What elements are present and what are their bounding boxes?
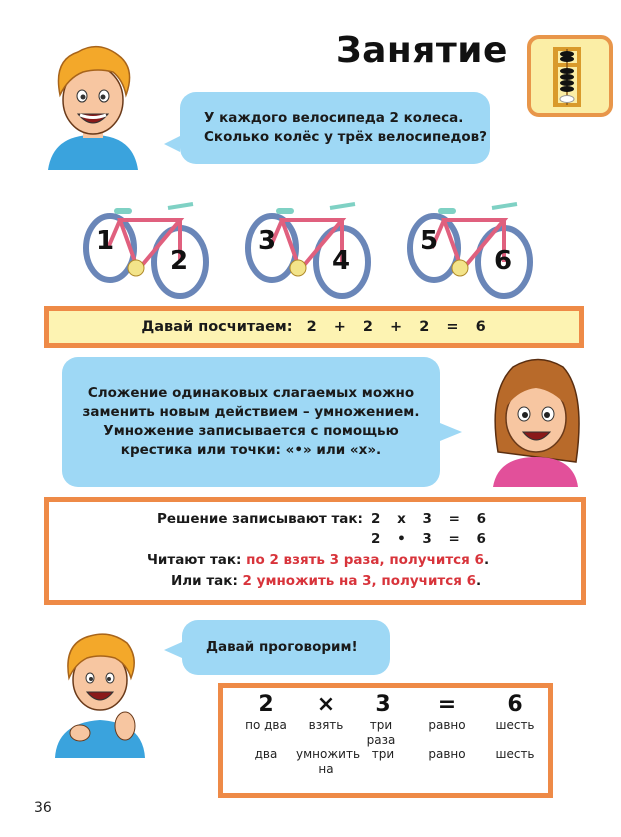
bubble-tail bbox=[440, 423, 462, 441]
speak-text: Давай проговорим! bbox=[206, 639, 358, 655]
wheel-number: 5 bbox=[420, 226, 439, 256]
reading-2 bbox=[171, 573, 481, 589]
column-read-1: три раза bbox=[366, 718, 396, 747]
bubble-tail bbox=[164, 642, 182, 658]
wheel-number: 4 bbox=[332, 246, 351, 276]
column-read-1: по два bbox=[245, 718, 287, 732]
solution-label: Решение записывают так: bbox=[157, 511, 363, 527]
question-speech-bubble bbox=[180, 92, 490, 164]
question-line-2: Сколько колёс у трёх велосипедов? bbox=[204, 129, 487, 145]
column-read-2: два bbox=[254, 747, 278, 761]
addition-expression: 2 + 2 + 2 = 6 bbox=[306, 319, 487, 335]
bicycle-1-image bbox=[78, 190, 218, 300]
reading-1-text: по 2 взять 3 раза, получится 6 bbox=[246, 552, 484, 568]
column-read-2: три bbox=[371, 747, 395, 761]
column-symbol: = bbox=[437, 692, 457, 717]
bicycle-2-image bbox=[240, 190, 380, 300]
wheel-number: 3 bbox=[258, 226, 277, 256]
wheel-number: 1 bbox=[96, 226, 115, 256]
column-read-2: умножить на bbox=[296, 747, 361, 776]
count-banner bbox=[44, 306, 584, 348]
page-title: Занятие bbox=[336, 30, 508, 71]
period: . bbox=[483, 552, 490, 568]
reading-column bbox=[487, 688, 543, 762]
equation-cross: 2 x 3 = 6 bbox=[371, 511, 487, 527]
column-read-1: шесть bbox=[495, 718, 535, 732]
explain-line-3: Умножение записывается с помощью bbox=[103, 423, 399, 439]
explanation-speech-bubble bbox=[62, 357, 440, 487]
reading-1 bbox=[147, 552, 489, 568]
boy-character-image bbox=[38, 40, 148, 170]
wheel-number: 6 bbox=[494, 246, 513, 276]
question-line-1: У каждого велосипеда 2 колеса. bbox=[204, 110, 464, 126]
column-symbol: 6 bbox=[507, 692, 523, 717]
boy-counting-character-image bbox=[45, 628, 155, 758]
reading-table bbox=[218, 683, 553, 798]
reading-column bbox=[241, 688, 291, 762]
page-number: 36 bbox=[34, 800, 52, 816]
column-read-1: взять bbox=[308, 718, 344, 732]
bubble-tail bbox=[164, 136, 180, 152]
reading-1-label: Читают так: bbox=[147, 552, 242, 568]
reading-2-text: 2 умножить на 3, получится 6 bbox=[242, 573, 476, 589]
column-symbol: 2 bbox=[258, 692, 274, 717]
explain-line-1: Сложение одинаковых слагаемых можно bbox=[87, 385, 415, 401]
equation-dot: 2 • 3 = 6 bbox=[371, 531, 487, 547]
wheel-number: 2 bbox=[170, 246, 189, 276]
column-read-2: шесть bbox=[495, 747, 535, 761]
explain-line-2: заменить новым действием – умножением. bbox=[82, 404, 420, 420]
count-label: Давай посчитаем: bbox=[141, 319, 293, 335]
reading-column bbox=[363, 688, 403, 762]
explain-line-4: крестика или точки: «•» или «х». bbox=[120, 442, 382, 458]
abacus-icon bbox=[527, 35, 613, 117]
reading-column bbox=[291, 688, 361, 777]
bicycle-3-image bbox=[402, 190, 542, 300]
column-read-2: равно bbox=[428, 747, 466, 761]
solution-box bbox=[44, 497, 586, 605]
reading-2-label: Или так: bbox=[171, 573, 238, 589]
column-symbol: 3 bbox=[375, 692, 391, 717]
column-symbol: × bbox=[316, 692, 336, 717]
column-read-1: равно bbox=[428, 718, 466, 732]
reading-column bbox=[419, 688, 475, 762]
period: . bbox=[476, 573, 482, 589]
girl-character-image bbox=[478, 352, 593, 487]
speak-speech-bubble bbox=[182, 620, 390, 675]
